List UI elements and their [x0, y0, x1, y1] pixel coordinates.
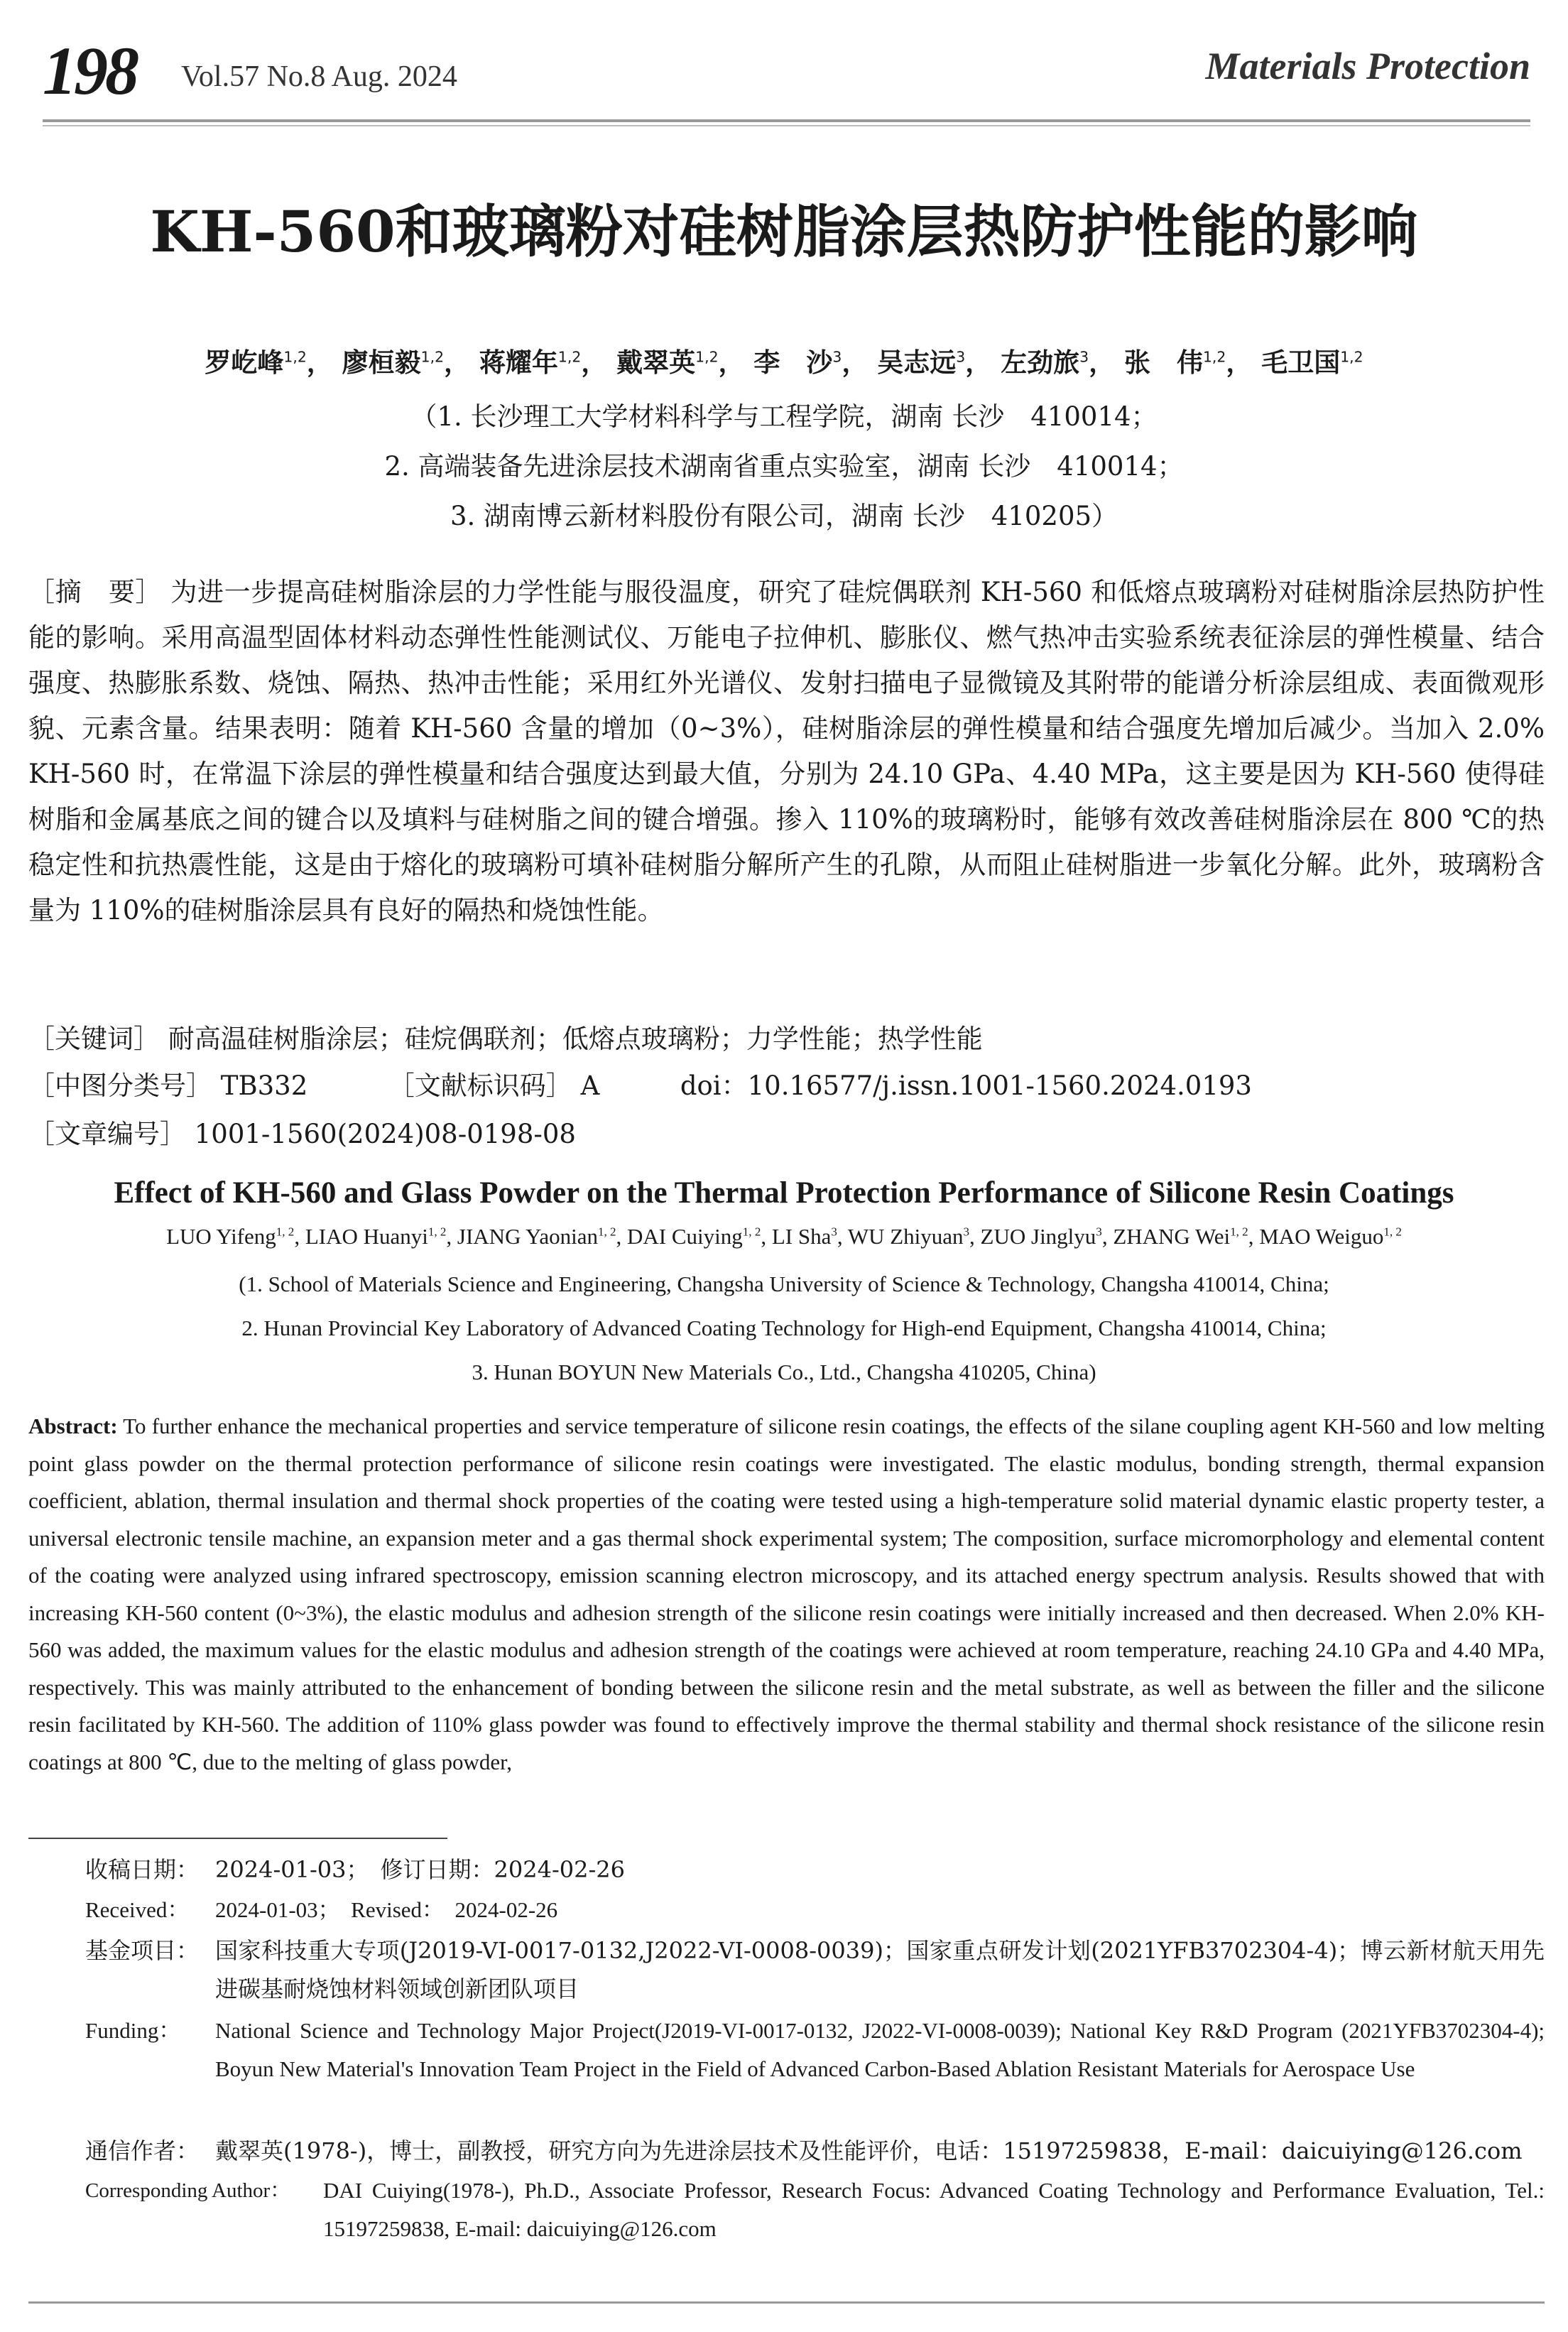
affiliation-cn-1: （1. 长沙理工大学材料科学与工程学院，湖南 长沙 410014；: [410, 401, 1158, 432]
author-en: DAI Cuiying: [627, 1224, 743, 1249]
keywords-label: ［关键词］: [28, 1024, 160, 1054]
author-en-aff: 1, 2: [1230, 1225, 1248, 1239]
author-cn: 廖桓毅: [342, 347, 421, 378]
footnote-funding-en: [85, 2012, 1545, 2088]
author-cn: 李 沙: [753, 347, 833, 378]
affiliation-en-3: 3. Hunan BOYUN New Materials Co., Ltd., Changsha 410205, China): [472, 1360, 1096, 1384]
abstract-en-text: To further enhance the mechanical properties and service temperature of silicone resin coatings, the effects of the silane coupling agent KH-560 and low melting point glass powder on the thermal protection performance of silicone resin coatings were investigated. The elastic modulus, bonding strength, thermal expansion coefficient, ablation, thermal insulation and thermal shock properties of the coating were tested using a high-temperature solid material dynamic elastic property tester, a universal electronic tensile machine, an expansion meter and a gas thermal shock experimental system; The composition, surface micromorphology and elemental content of the coating were analyzed using infrared spectroscopy, emission scanning electron microscopy, and its attached energy spectrum analysis. Results showed that with increasing KH-560 content (0~3%), the elastic modulus and adhesion strength of the silicone resin coatings were initially increased and then decreased. When 2.0% KH-560 was added, the maximum values for the elastic modulus and adhesion strength of the coatings were achieved at room temperature, reaching 24.10 GPa and 4.40 MPa, respectively. This was mainly attributed to the enhancement of bonding between the silicone resin and the metal substrate, as well as between the filler and the silicone resin facilitated by KH-560. The addition of 110% glass powder was found to effectively improve the thermal stability and thermal shock resistance of the silicone resin coatings at 800 ℃, due to the melting of glass powder,: [28, 1414, 1545, 1774]
author-en-aff: 3: [831, 1225, 837, 1239]
author-cn: 张 伟: [1123, 347, 1203, 378]
author-en: ZUO Jinglyu: [980, 1224, 1096, 1249]
author-en: ZHANG Wei: [1113, 1224, 1231, 1249]
author-en: JIANG Yaonian: [457, 1224, 598, 1249]
page-header: [43, 28, 1530, 128]
author-cn-aff: 3: [1079, 348, 1089, 366]
author-cn: 毛卫国: [1261, 347, 1341, 378]
affiliation-en-2: 2. Hunan Provincial Key Laboratory of Advanced Coating Technology for High-end Equipment, Changsha 410014, China;: [241, 1316, 1327, 1340]
footnote-label: Funding：: [85, 2018, 181, 2043]
author-cn: 吴志远: [877, 347, 957, 378]
author-en-aff: 3: [1096, 1225, 1102, 1239]
author-en-aff: 1, 2: [428, 1225, 447, 1239]
footnote-rule: [28, 1838, 447, 1839]
article-no-label: ［文章编号］: [28, 1119, 186, 1149]
footnote-text: 2024-01-03； Revised： 2024-02-26: [215, 1897, 558, 1922]
abstract-cn-label: ［摘 要］: [28, 577, 163, 607]
footnote-received-cn: [85, 1850, 1545, 1889]
affiliation-cn-2: 2. 高端装备先进涂层技术湖南省重点实验室，湖南 长沙 410014；: [384, 451, 1184, 482]
footnote-label: 收稿日期：: [85, 1856, 200, 1883]
author-cn-aff: 1,2: [695, 348, 719, 366]
author-cn: 蒋耀年: [479, 347, 558, 378]
author-cn-aff: 1,2: [1202, 348, 1226, 366]
keywords-chinese: [28, 1017, 983, 1056]
author-cn-aff: 1,2: [420, 348, 445, 366]
author-en: WU Zhiyuan: [847, 1224, 964, 1249]
article-no-value: 1001-1560(2024)08-0198-08: [194, 1119, 576, 1149]
author-en: LUO Yifeng: [166, 1224, 276, 1249]
volume-info: Vol.57 No.8 Aug. 2024: [181, 60, 457, 93]
footnote-text: 2024-01-03； 修订日期：2024-02-26: [215, 1856, 626, 1883]
title-chinese: KH-560和玻璃粉对硅树脂涂层热防护性能的影响: [150, 198, 1418, 265]
footnote-author-cn: [85, 2132, 1545, 2170]
footnote-received-en: [85, 1891, 1545, 1929]
abstract-cn-text: 为进一步提高硅树脂涂层的力学性能与服役温度，研究了硅烷偶联剂 KH-560 和低熔点玻璃粉对硅树脂涂层热防护性能的影响。采用高温型固体材料动态弹性性能测试仪、万能电子拉伸机、膨胀仪、燃气热冲击实验系统表征涂层的弹性模量、结合强度、热膨胀系数、烧蚀、隔热、热冲击性能；采用红外光谱仪、发射扫描电子显微镜及其附带的能谱分析涂层组成、表面微观形貌、元素含量。结果表明：随着 KH-560 含量的增加（0~3%），硅树脂涂层的弹性模量和结合强度先增加后减少。当加入 2.0% KH-560 时，在常温下涂层的弹性模量和结合强度达到最大值，分别为 24.10 GPa、4.40 MPa，这主要是因为 KH-560 使得硅树脂和金属基底之间的键合以及填料与硅树脂之间的键合增强。掺入 110%的玻璃粉时，能够有效改善硅树脂涂层在 800 ℃的热稳定性和抗热震性能，这是由于熔化的玻璃粉可填补硅树脂分解所产生的孔隙，从而阻止硅树脂进一步氧化分解。此外，玻璃粉含量为 110%的硅树脂涂层具有良好的隔热和烧蚀性能。: [28, 577, 1545, 926]
abstract-english: [28, 1408, 1545, 1781]
abstract-en-label: Abstract:: [28, 1414, 118, 1438]
bottom-rule: [28, 2301, 1545, 2304]
author-en-aff: 3: [963, 1225, 970, 1239]
author-cn: 罗屹峰: [205, 347, 284, 378]
author-en: LI Sha: [771, 1224, 832, 1249]
author-en-aff: 1, 2: [1383, 1225, 1402, 1239]
doi-label: doi：: [680, 1070, 748, 1101]
author-en-aff: 1, 2: [742, 1225, 761, 1239]
footnote-label: Received：: [85, 1897, 190, 1922]
footnote-text: DAI Cuiying(1978-), Ph.D., Associate Professor, Research Focus: Advanced Coating Technology and Performance Evaluation, Tel.: 15197259838, E-mail: daicuiying@126.com: [323, 2178, 1545, 2241]
article-number-line: [28, 1112, 576, 1151]
clc-value: TB332: [220, 1070, 308, 1101]
author-cn-aff: 1,2: [1340, 348, 1363, 366]
author-cn: 左劲旅: [1001, 347, 1080, 378]
footnote-author-en: [85, 2171, 1545, 2248]
footnote-text: 国家科技重大专项(J2019-VI-0017-0132,J2022-VI-0008-0039)；国家重点研发计划(2021YFB3702304-4)；博云新材航天用先进碳基耐烧蚀材料领域创新团队项目: [215, 1937, 1545, 2002]
footnote-text: National Science and Technology Major Project(J2019-VI-0017-0132, J2022-VI-0008-0039); National Key R&D Program (2021YFB3702304-4); Boyun New Material's Innovation Team Project in the Field of Advanced Carbon-Based Ablation Resistant Materials for Aerospace Use: [215, 2018, 1545, 2081]
footnote-label: Corresponding Author：: [85, 2179, 291, 2202]
author-en-aff: 1, 2: [276, 1225, 295, 1239]
author-cn-aff: 1,2: [557, 348, 582, 366]
doc-code-value: A: [580, 1070, 600, 1101]
affiliation-en-1: (1. School of Materials Science and Engineering, Changsha University of Science & Technology, Changsha 410014, China;: [239, 1271, 1329, 1296]
author-cn-aff: 3: [956, 348, 966, 366]
authors-chinese: 罗屹峰$^{1,2}$， 廖桓毅$^{1,2}$， 蒋耀年$^{1,2}$， 戴翠英$^{1,2}$， 李 沙$^3$， 吴志远$^3$， 左劲旅$^3$， 张 伟$^{1,2}$， 毛卫国$^{1,2}$: [205, 347, 1363, 378]
journal-name: Materials Protection: [1205, 45, 1530, 87]
footnote-label: 通信作者：: [85, 2137, 200, 2164]
affiliation-cn-3: 3. 湖南博云新材料股份有限公司，湖南 长沙 410205）: [450, 501, 1118, 531]
abstract-chinese: [28, 570, 1545, 933]
doc-code-label: ［文献标识码］: [388, 1070, 572, 1101]
classification-line: [28, 1064, 1252, 1102]
clc-label: ［中图分类号］: [28, 1070, 212, 1101]
keywords-text: 耐高温硅树脂涂层；硅烷偶联剂；低熔点玻璃粉；力学性能；热学性能: [168, 1024, 983, 1054]
authors-english: LUO Yifeng$^{1, 2}$, LIAO Huanyi$^{1, 2}$, JIANG Yaonian$^{1, 2}$, DAI Cuiying$^{1, 2}$, LI Sha$^3$, WU Zhiyuan$^3$, ZUO Jinglyu$^3$, ZHANG Wei$^{1, 2}$, MAO Weiguo$^{1, 2}$: [166, 1224, 1402, 1249]
footnote-label: 基金项目：: [85, 1937, 200, 1964]
author-cn-aff: 1,2: [283, 348, 307, 366]
header-rule-thin: [43, 125, 1530, 126]
author-cn-aff: 3: [832, 348, 842, 366]
header-rule: [43, 119, 1530, 122]
author-cn: 戴翠英: [616, 347, 696, 378]
author-en-aff: 1, 2: [597, 1225, 616, 1239]
doi-value: 10.16577/j.issn.1001-1560.2024.0193: [747, 1070, 1252, 1101]
author-en: MAO Weiguo: [1259, 1224, 1384, 1249]
title-english: Effect of KH-560 and Glass Powder on the Thermal Protection Performance of Silicone Resin Coatings: [114, 1176, 1454, 1210]
footnote-text: 戴翠英(1978-)，博士，副教授，研究方向为先进涂层技术及性能评价，电话：15197259838，E-mail：daicuiying@126.com: [215, 2137, 1523, 2164]
footnote-funding-cn: [85, 1931, 1545, 2008]
page-number: 198: [43, 33, 136, 109]
author-en: LIAO Huanyi: [305, 1224, 428, 1249]
